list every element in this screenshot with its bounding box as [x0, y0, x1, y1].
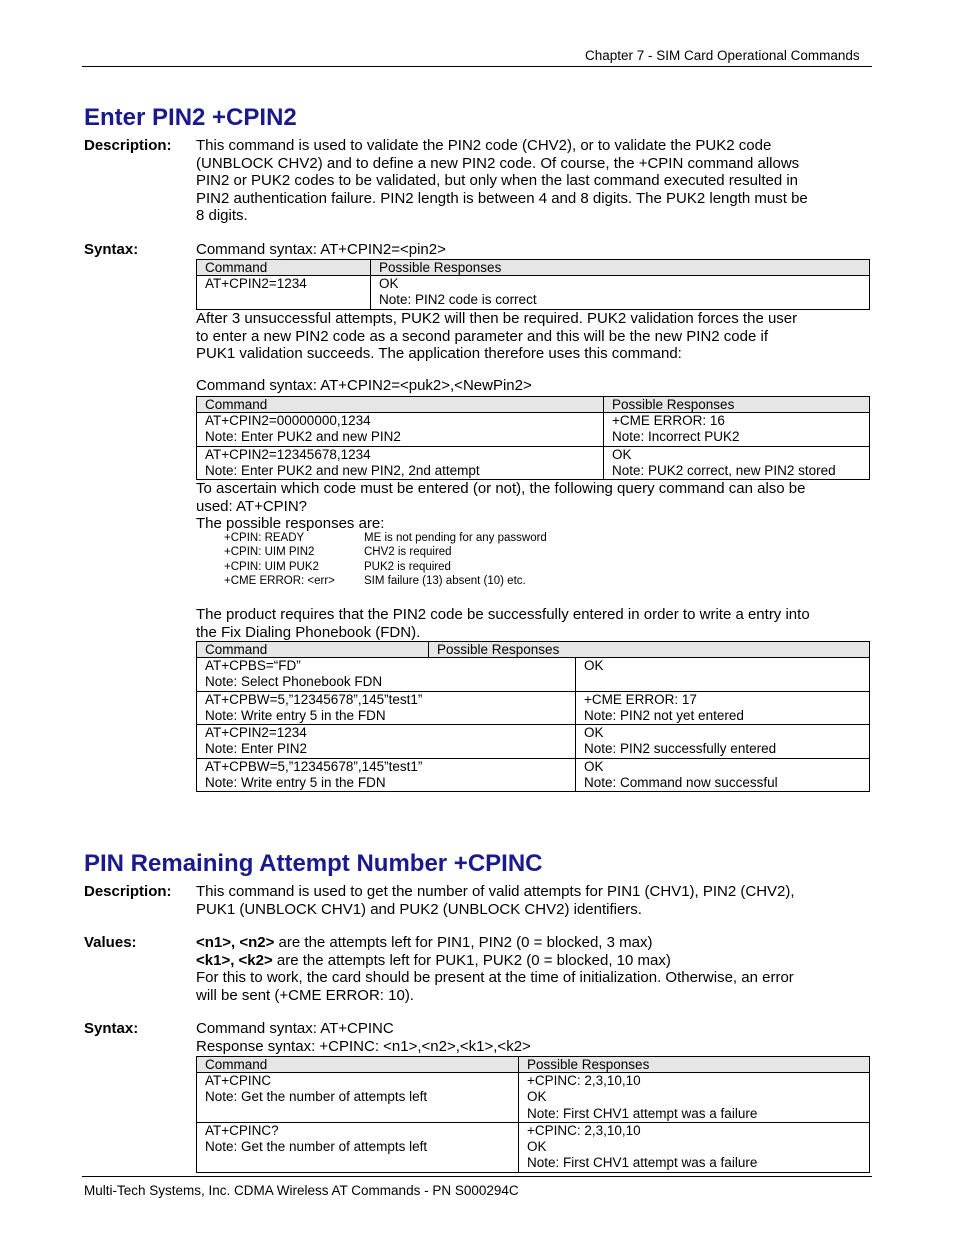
text-line: (UNBLOCK CHV2) and to define a new PIN2 code. Of course, the +CPIN command allows [196, 154, 800, 172]
cell-line: Note: First CHV1 attempt was a failure [527, 1155, 758, 1171]
cell-line: Note: Incorrect PUK2 [612, 429, 740, 445]
cell-line: +CPINC: 2,3,10,10 [527, 1073, 641, 1088]
command-cell [197, 276, 371, 310]
response-meaning: SIM failure (13) absent (10) etc. [364, 575, 526, 587]
text-line: For this to work, the card should be present at the time of initialization. Otherwise, an error [196, 969, 794, 987]
cell-line: AT+CPINC? [205, 1122, 279, 1138]
text-line: to enter a new PIN2 code as a second parameter and this will be the new PIN2 code if [196, 327, 768, 345]
cell-line: AT+CPIN2=12345678,1234 [205, 446, 371, 462]
response-code: +CPIN: UIM PUK2 [224, 561, 319, 573]
cell-line: Note: First CHV1 attempt was a failure [527, 1105, 758, 1121]
response-cell [604, 446, 870, 480]
cell-line: OK [612, 446, 632, 462]
command-syntax: Command syntax: AT+CPIN2=<puk2>,<NewPin2> [196, 377, 532, 394]
command-cell [197, 658, 576, 691]
table-row [197, 446, 870, 480]
cell-line: Note: Get the number of attempts left [205, 1139, 428, 1155]
values-label: Values: [84, 934, 137, 951]
description-text [196, 883, 846, 918]
cell-line: Note: Write entry 5 in the FDN [205, 707, 386, 723]
command-cell [197, 413, 604, 447]
command-cell [197, 725, 576, 759]
cell-line: Note: PIN2 not yet entered [584, 707, 744, 723]
header-rule [82, 66, 872, 67]
column-header: Command [197, 1057, 519, 1073]
cell-line: Note: PIN2 successfully entered [584, 741, 777, 757]
param-name: <k1>, <k2> [196, 951, 273, 969]
cell-line: AT+CPIN2=1234 [205, 725, 307, 741]
command-table-3 [196, 641, 870, 792]
table-row [197, 725, 870, 759]
table-row [197, 758, 870, 792]
table-header-row [197, 397, 870, 413]
cell-line: Note: Select Phonebook FDN [205, 674, 383, 690]
footer-rule [82, 1176, 872, 1177]
section-title-cpinc: PIN Remaining Attempt Number +CPINC [84, 850, 543, 877]
command-syntax: Command syntax: AT+CPINC [196, 1020, 394, 1037]
response-meaning: CHV2 is required [364, 546, 452, 558]
command-syntax: Command syntax: AT+CPIN2=<pin2> [196, 241, 446, 258]
text-line: PIN2 authentication failure. PIN2 length is between 4 and 8 digits. The PUK2 length must be [196, 189, 808, 207]
param-name: <n1>, <n2> [196, 934, 275, 951]
response-code: +CPIN: UIM PIN2 [224, 546, 315, 558]
response-cell [604, 413, 870, 447]
values-text [196, 934, 846, 1004]
text-line [196, 952, 846, 970]
command-cell [197, 1122, 519, 1172]
cell-line: OK [584, 758, 604, 774]
section-title-cpin2: Enter PIN2 +CPIN2 [84, 104, 297, 131]
footer-text: Multi-Tech Systems, Inc. CDMA Wireless AT Commands - PN S000294C [84, 1183, 519, 1198]
query-paragraph [196, 480, 846, 533]
response-cell [519, 1122, 870, 1172]
command-cell [197, 1073, 519, 1123]
table-row [197, 691, 870, 725]
response-code: +CPIN: READY [224, 532, 305, 544]
table-row [197, 1122, 870, 1172]
response-meaning: ME is not pending for any password [364, 532, 547, 544]
text-line: The product requires that the PIN2 code be successfully entered in order to write a entry into [196, 606, 810, 623]
cell-line: AT+CPINC [205, 1073, 272, 1088]
puk2-paragraph [196, 310, 846, 363]
text-line: will be sent (+CME ERROR: 10). [196, 986, 414, 1004]
table-row [197, 1073, 870, 1123]
cell-line: OK [584, 725, 604, 741]
command-table-4 [196, 1056, 870, 1173]
cell-line: AT+CPIN2=1234 [205, 276, 307, 291]
param-desc: are the attempts left for PUK1, PUK2 (0 = blocked, 10 max) [272, 951, 671, 969]
syntax-text [196, 1020, 846, 1055]
table-header-row [197, 642, 870, 658]
column-header: Command [197, 260, 371, 276]
cell-line: OK [584, 658, 604, 673]
response-cell [576, 691, 870, 725]
table-body [196, 658, 870, 792]
table-row [197, 276, 870, 310]
description-text [196, 137, 846, 225]
table-row [197, 658, 870, 691]
text-line [196, 934, 846, 952]
cell-line: Note: Enter PUK2 and new PIN2, 2nd attempt [205, 462, 480, 478]
table-header-row [197, 1057, 870, 1073]
response-cell [519, 1073, 870, 1123]
command-table-1 [196, 259, 870, 310]
cell-line: OK [379, 276, 399, 291]
syntax-label: Syntax: [84, 1020, 139, 1037]
description-label: Description: [84, 883, 172, 900]
column-header: Possible Responses [604, 397, 870, 413]
response-cell [576, 658, 870, 691]
table-header-row [197, 260, 870, 276]
cell-line: OK [527, 1089, 547, 1105]
cell-line: Note: PUK2 correct, new PIN2 stored [612, 462, 836, 478]
cell-line: Note: Command now successful [584, 775, 778, 791]
cell-line: Note: Enter PUK2 and new PIN2 [205, 429, 401, 445]
fdn-paragraph [196, 606, 846, 641]
column-header: Possible Responses [519, 1057, 870, 1073]
text-line: PUK1 (UNBLOCK CHV1) and PUK2 (UNBLOCK CHV2) identifiers. [196, 900, 642, 918]
command-table-2 [196, 396, 870, 480]
cell-line: Note: PIN2 code is correct [379, 292, 537, 308]
param-desc: are the attempts left for PIN1, PIN2 (0 = blocked, 3 max) [274, 934, 653, 951]
text-line: 8 digits. [196, 207, 248, 225]
column-header: Possible Responses [371, 260, 870, 276]
text-line: This command is used to get the number of valid attempts for PIN1 (CHV1), PIN2 (CHV2), [196, 883, 795, 900]
chapter-header: Chapter 7 - SIM Card Operational Commands [585, 48, 860, 63]
response-meaning: PUK2 is required [364, 561, 451, 573]
column-header: Possible Responses [429, 642, 870, 658]
text-line: used: AT+CPIN? [196, 497, 308, 515]
column-header: Command [197, 397, 604, 413]
text-line: After 3 unsuccessful attempts, PUK2 will then be required. PUK2 validation forces the user [196, 310, 798, 327]
text-line: The possible responses are: [196, 515, 385, 533]
command-cell [197, 446, 604, 480]
cell-line: Note: Write entry 5 in the FDN [205, 775, 386, 791]
description-label: Description: [84, 137, 172, 154]
cell-line: AT+CPBW=5,”12345678”,145”test1” [205, 691, 423, 707]
cell-line: +CPINC: 2,3,10,10 [527, 1122, 641, 1138]
text-line: To ascertain which code must be entered (or not), the following query command can also be [196, 480, 806, 497]
text-line: PUK1 validation succeeds. The application therefore uses this command: [196, 345, 682, 363]
cell-line: AT+CPBS=“FD” [205, 658, 301, 673]
cell-line: OK [527, 1139, 547, 1155]
response-cell [576, 758, 870, 792]
cell-line: +CME ERROR: 17 [584, 691, 697, 707]
table-row [197, 413, 870, 447]
response-cell [576, 725, 870, 759]
response-syntax: Response syntax: +CPINC: <n1>,<n2>,<k1>,<k2> [196, 1037, 531, 1055]
text-line: This command is used to validate the PIN2 code (CHV2), or to validate the PUK2 code [196, 137, 772, 154]
cell-line: Note: Enter PIN2 [205, 741, 308, 757]
table-header [196, 641, 870, 658]
cell-line: Note: Get the number of attempts left [205, 1089, 428, 1105]
command-cell [197, 758, 576, 792]
cell-line: AT+CPBW=5,”12345678”,145”test1” [205, 758, 423, 774]
cell-line: +CME ERROR: 16 [612, 413, 725, 428]
syntax-label: Syntax: [84, 241, 139, 258]
text-line: PIN2 or PUK2 codes to be validated, but only when the last command executed resulted in [196, 172, 799, 190]
response-cell [371, 276, 870, 310]
response-code: +CME ERROR: <err> [224, 575, 335, 587]
text-line: the Fix Dialing Phonebook (FDN). [196, 623, 421, 641]
command-cell [197, 691, 576, 725]
cell-line: AT+CPIN2=00000000,1234 [205, 413, 371, 428]
column-header: Command [197, 642, 429, 658]
